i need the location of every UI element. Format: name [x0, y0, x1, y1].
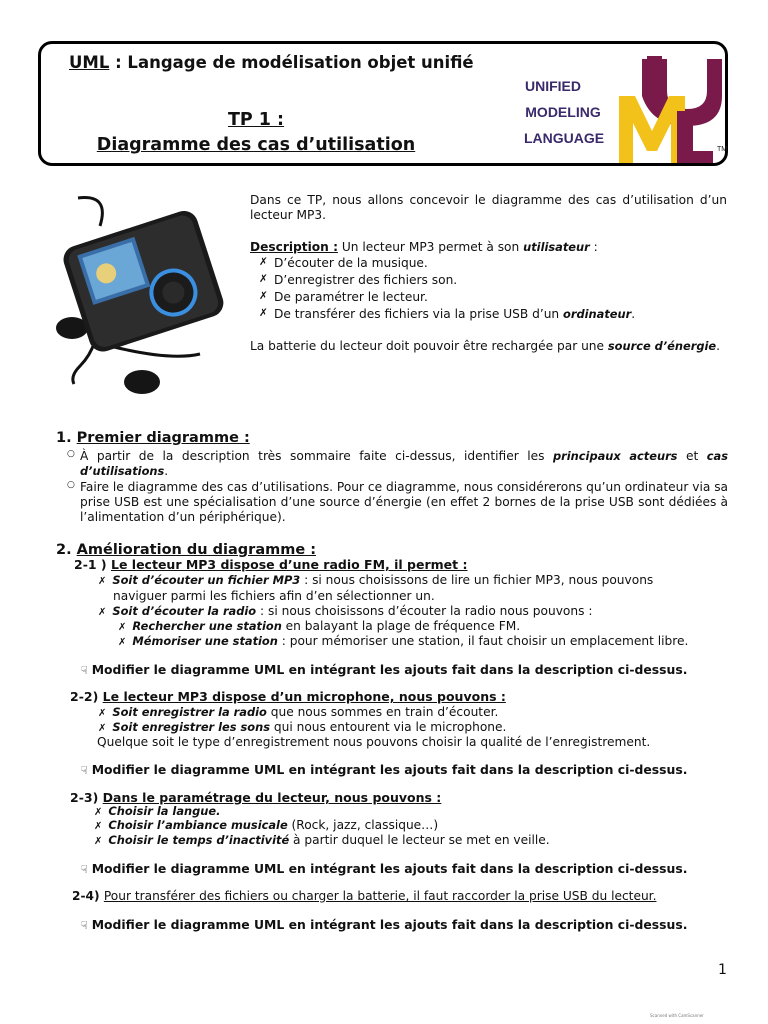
section-title-text: Premier diagramme :	[76, 430, 250, 446]
subsection-item	[98, 720, 506, 736]
action-text: Modifier le diagramme UML en intégrant les ajouts fait dans la description ci-dessus.	[91, 861, 688, 876]
list-item	[250, 307, 727, 324]
section-1	[56, 429, 728, 525]
subsection-title-text: Le lecteur MP3 dispose d’un microphone, nous pouvons :	[102, 689, 506, 704]
item-text: en balayant la plage de fréquence FM.	[281, 619, 521, 633]
list-item-text: D’écouter de la musique.	[274, 255, 428, 270]
action-text: Modifier le diagramme UML en intégrant les ajouts fait dans la description ci-dessus.	[91, 762, 688, 777]
x-bullet-icon: ✗	[98, 607, 107, 618]
list-item-emphasis: principaux acteurs	[553, 449, 678, 464]
list-item-text: À partir de la description très sommaire faite ci-dessus, identifier les	[80, 449, 553, 464]
action-instruction	[81, 917, 687, 933]
mp3-player-image	[50, 196, 240, 402]
list-item	[250, 256, 727, 273]
subsection-title-text: Le lecteur MP3 dispose d’une radio FM, il permet :	[111, 557, 468, 572]
tp-subject: Diagramme des cas d’utilisation	[96, 135, 416, 156]
subsection-item	[98, 573, 653, 589]
action-text: Modifier le diagramme UML en intégrant les ajouts fait dans la description ci-dessus.	[91, 662, 688, 677]
item-text: : si nous choisissons de lire un fichier MP3, nous pouvons	[300, 573, 654, 587]
x-bullet-icon: ✗	[259, 289, 268, 302]
tp-title	[86, 108, 426, 159]
hand-pointer-icon: ☟	[81, 919, 88, 932]
list-item-end: .	[631, 306, 636, 321]
subsection-note: Quelque soit le type d’enregistrement nous pouvons choisir la qualité de l’enregistrement.	[97, 735, 651, 749]
list-item-emphasis: cas d’utilisations	[80, 449, 728, 479]
item-text: que nous sommes en train d’écouter.	[266, 705, 499, 719]
subsection-title-text: Pour transférer des fichiers ou charger la batterie, il faut raccorder la prise USB du lecteur.	[103, 889, 657, 903]
x-bullet-icon: ✗	[98, 576, 107, 587]
item-emphasis: Choisir l’ambiance musicale	[108, 818, 288, 832]
subsection-label: 2-2)	[70, 689, 103, 704]
section-number: 1.	[56, 430, 72, 446]
x-bullet-icon: ✗	[118, 637, 127, 648]
document-title	[69, 53, 474, 74]
list-item-text: et	[677, 449, 707, 464]
item-emphasis: Soit d’écouter un fichier MP3	[112, 573, 301, 587]
subsection-2-2-title	[70, 689, 506, 705]
action-text: Modifier le diagramme UML en intégrant les ajouts fait dans la description ci-dessus.	[91, 917, 688, 932]
action-instruction	[81, 861, 687, 877]
subsection-2-1-title	[74, 557, 467, 573]
item-emphasis: Choisir le temps d’inactivité	[108, 833, 290, 847]
subsection-subitem	[118, 619, 520, 635]
subsection-item	[98, 604, 592, 620]
subsection-title-text: Dans le paramétrage du lecteur, nous pouvons :	[102, 790, 442, 805]
action-instruction	[81, 762, 687, 778]
circle-bullet-icon: ○	[67, 479, 75, 490]
x-bullet-icon: ✗	[98, 723, 107, 734]
list-item	[250, 290, 727, 307]
item-emphasis: Choisir la langue.	[108, 804, 221, 818]
battery-text: La batterie du lecteur doit pouvoir être rechargée par une	[250, 338, 608, 353]
list-item-text: De paramétrer le lecteur.	[274, 289, 428, 304]
subsection-item	[98, 705, 498, 721]
circle-bullet-icon: ○	[67, 449, 75, 460]
item-text: : pour mémoriser une station, il faut choisir un emplacement libre.	[277, 634, 689, 648]
intro-block	[250, 193, 727, 354]
subsection-item	[94, 818, 438, 834]
list-item	[56, 480, 728, 526]
item-text: à partir duquel le lecteur se met en veille.	[289, 833, 550, 847]
list-item	[250, 273, 727, 290]
battery-emphasis: source d’énergie	[607, 338, 717, 353]
subsection-label: 2-1 )	[74, 557, 111, 572]
subsection-item-continued: naviguer parmi les fichiers afin d’en sélectionner un.	[113, 589, 435, 603]
subsection-label: 2-3)	[70, 790, 103, 805]
uml-logo	[517, 51, 727, 166]
list-item	[56, 449, 728, 480]
item-emphasis: Rechercher une station	[132, 619, 282, 633]
item-emphasis: Mémoriser une station	[132, 634, 278, 648]
x-bullet-icon: ✗	[98, 708, 107, 719]
battery-paragraph	[250, 339, 727, 354]
logo-line-1: UNIFIED	[525, 78, 581, 94]
feature-list	[250, 256, 727, 324]
list-item-end: .	[164, 464, 169, 479]
header-box	[38, 41, 728, 166]
item-emphasis: Soit enregistrer les sons	[112, 720, 270, 734]
subsection-subitem	[118, 634, 688, 650]
description-end: :	[589, 239, 598, 254]
x-bullet-icon: ✗	[259, 255, 268, 268]
hand-pointer-icon: ☟	[81, 863, 88, 876]
footer-note: Scanned with CamScanner	[650, 1013, 704, 1018]
page-number: 1	[718, 962, 727, 978]
x-bullet-icon: ✗	[94, 821, 103, 832]
intro-paragraph: Dans ce TP, nous allons concevoir le diagramme des cas d’utilisation d’un lecteur MP3.	[250, 193, 727, 223]
x-bullet-icon: ✗	[259, 306, 268, 319]
list-item-text: De transférer des fichiers via la prise USB d’un	[274, 306, 564, 321]
logo-line-3: LANGUAGE	[523, 130, 605, 146]
x-bullet-icon: ✗	[259, 272, 268, 285]
x-bullet-icon: ✗	[118, 622, 127, 633]
tp-number: TP 1 :	[227, 110, 285, 130]
section-number: 2.	[56, 542, 72, 558]
battery-end: .	[716, 338, 720, 353]
description-line	[250, 240, 727, 255]
description-actor: utilisateur	[523, 239, 590, 254]
uml-word: UML	[69, 53, 110, 72]
item-emphasis: Soit d’écouter la radio	[112, 604, 257, 618]
hand-pointer-icon: ☟	[81, 664, 88, 677]
subsection-label: 2-4)	[72, 889, 104, 903]
item-text: : si nous choisissons d’écouter la radio nous pouvons :	[256, 604, 593, 618]
section-1-title	[56, 429, 728, 447]
logo-line-2: MODELING	[525, 104, 601, 120]
x-bullet-icon: ✗	[94, 807, 103, 818]
item-text: qui nous entourent via le microphone.	[270, 720, 507, 734]
list-item-text: D’enregistrer des fichiers son.	[274, 272, 458, 287]
subsection-item	[94, 833, 550, 849]
section-title-text: Amélioration du diagramme :	[76, 542, 317, 558]
list-item-emphasis: ordinateur	[563, 306, 632, 321]
section-1-list	[56, 449, 728, 525]
description-text: Un lecteur MP3 permet à son	[337, 239, 524, 254]
description-label: Description :	[250, 239, 338, 254]
item-emphasis: Soit enregistrer la radio	[112, 705, 267, 719]
subsection-2-4	[72, 889, 656, 904]
action-instruction	[81, 662, 687, 678]
hand-pointer-icon: ☟	[81, 764, 88, 777]
item-text: (Rock, jazz, classique…)	[287, 818, 439, 832]
uml-expansion: : Langage de modélisation objet unifié	[109, 53, 474, 72]
x-bullet-icon: ✗	[94, 836, 103, 847]
list-item-text: Faire le diagramme des cas d’utilisations. Pour ce diagramme, nous considérerons qu’un ordinateur via sa prise USB est une spécialisation d’une source d’énergie (en effet 2 bornes de la prise USB sont dédiées à l’alimentation d’un périphérique).	[80, 479, 729, 525]
logo-trademark: TM	[717, 146, 727, 153]
